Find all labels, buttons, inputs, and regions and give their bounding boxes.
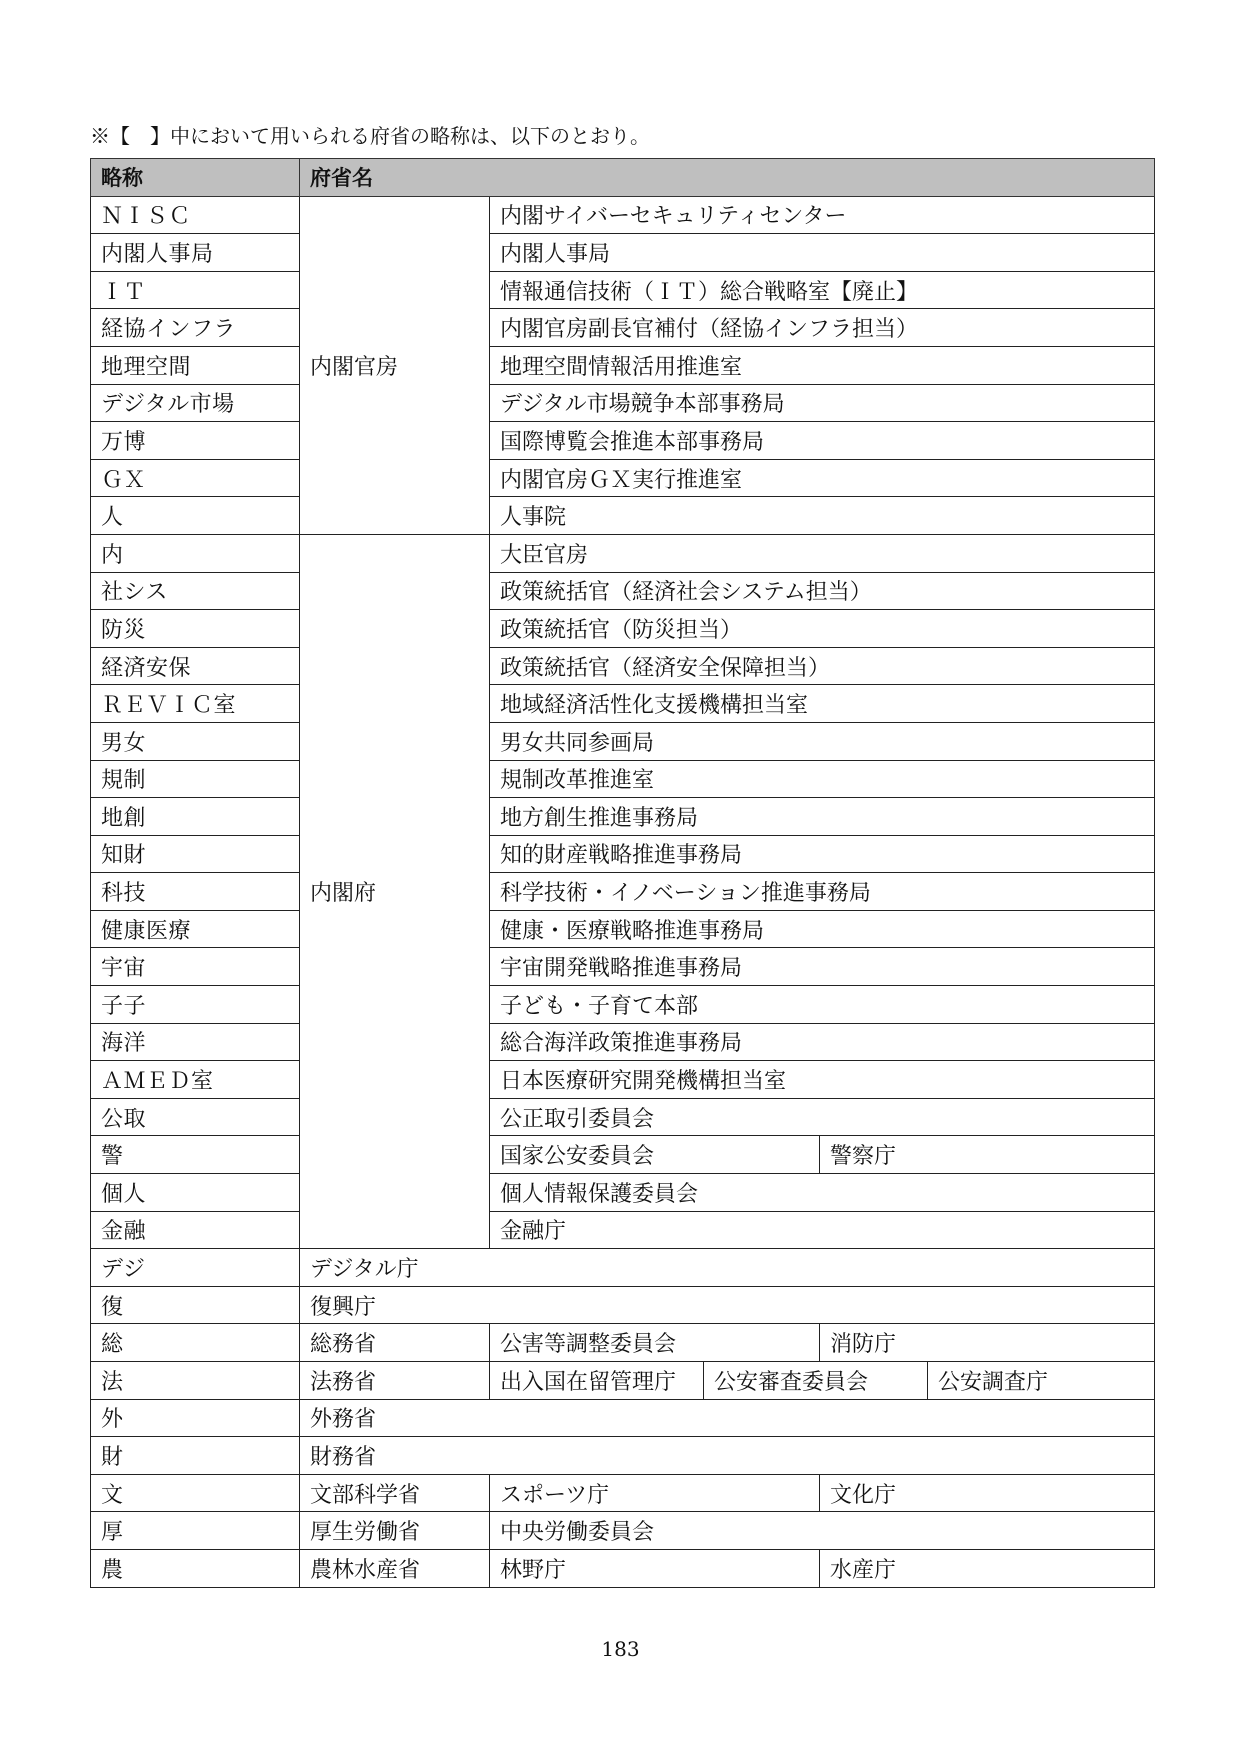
table-row xyxy=(91,1136,1155,1174)
org-cell-sub: 警察庁 xyxy=(820,1136,1155,1174)
table-row xyxy=(91,572,1155,610)
abbr-cell: 法 xyxy=(91,1362,300,1400)
table-row xyxy=(91,1399,1155,1437)
abbr-cell: 文 xyxy=(91,1474,300,1512)
abbr-cell: デジ xyxy=(91,1249,300,1287)
table-note: ※【 】中において用いられる府省の略称は、以下のとおり。 xyxy=(90,124,650,148)
table-row xyxy=(91,910,1155,948)
sub-org-cell: 水産庁 xyxy=(820,1549,1155,1587)
table-row xyxy=(91,685,1155,723)
ministry-cell: 財務省 xyxy=(300,1437,1155,1475)
abbr-cell: デジタル市場 xyxy=(91,384,300,422)
abbr-cell: 個人 xyxy=(91,1174,300,1212)
table-row xyxy=(91,309,1155,347)
abbr-cell: 警 xyxy=(91,1136,300,1174)
org-cell: 子ども・子育て本部 xyxy=(490,986,1155,1024)
table-header-row xyxy=(91,159,1155,197)
abbr-cell: 健康医療 xyxy=(91,910,300,948)
ministry-cell: 外務省 xyxy=(300,1399,1155,1437)
sub-org-cell: 公安審査委員会 xyxy=(704,1362,928,1400)
sub-org-cell: 消防庁 xyxy=(820,1324,1155,1362)
table-row xyxy=(91,1362,1155,1400)
group-cabinet-secretariat: 内閣官房 xyxy=(300,196,490,534)
org-cell: 公正取引委員会 xyxy=(490,1098,1155,1136)
table-row xyxy=(91,986,1155,1024)
table-row xyxy=(91,196,1155,234)
group-cabinet-office: 内閣府 xyxy=(300,534,490,1248)
abbr-cell: 科技 xyxy=(91,873,300,911)
org-cell: 内閣官房副長官補付（経協インフラ担当） xyxy=(490,309,1155,347)
ministry-cell: 厚生労働省 xyxy=(300,1512,490,1550)
abbr-cell: 海洋 xyxy=(91,1023,300,1061)
abbr-cell: 経済安保 xyxy=(91,647,300,685)
org-cell: 地域経済活性化支援機構担当室 xyxy=(490,685,1155,723)
abbr-cell: 地理空間 xyxy=(91,346,300,384)
abbr-cell: 社シス xyxy=(91,572,300,610)
ministry-cell: 文部科学省 xyxy=(300,1474,490,1512)
abbr-cell: 外 xyxy=(91,1399,300,1437)
org-cell: 内閣サイバーセキュリティセンター xyxy=(490,196,1155,234)
table-row xyxy=(91,234,1155,272)
table-row xyxy=(91,422,1155,460)
sub-org-cell: 中央労働委員会 xyxy=(490,1512,1155,1550)
abbr-cell: 万博 xyxy=(91,422,300,460)
table-row xyxy=(91,760,1155,798)
table-row xyxy=(91,384,1155,422)
org-cell: 情報通信技術（ＩＴ）総合戦略室【廃止】 xyxy=(490,271,1155,309)
table-row xyxy=(91,1286,1155,1324)
ministry-cell: 農林水産省 xyxy=(300,1549,490,1587)
abbr-cell: 男女 xyxy=(91,722,300,760)
org-cell: 男女共同参画局 xyxy=(490,722,1155,760)
abbr-cell: 公取 xyxy=(91,1098,300,1136)
sub-org-cell: 林野庁 xyxy=(490,1549,820,1587)
table-row xyxy=(91,1474,1155,1512)
ministry-cell: 総務省 xyxy=(300,1324,490,1362)
table-row xyxy=(91,1437,1155,1475)
org-cell: 大臣官房 xyxy=(490,534,1155,572)
abbr-cell: 復 xyxy=(91,1286,300,1324)
table-row xyxy=(91,1324,1155,1362)
table-row xyxy=(91,346,1155,384)
table-row xyxy=(91,798,1155,836)
org-cell: 宇宙開発戦略推進事務局 xyxy=(490,948,1155,986)
org-cell: 知的財産戦略推進事務局 xyxy=(490,835,1155,873)
sub-org-cell: 公安調査庁 xyxy=(928,1362,1155,1400)
header-abbr: 略称 xyxy=(91,159,300,197)
abbr-cell: ＩＴ xyxy=(91,271,300,309)
table-row xyxy=(91,497,1155,535)
org-cell: 規制改革推進室 xyxy=(490,760,1155,798)
table-row xyxy=(91,873,1155,911)
org-cell: 政策統括官（防災担当） xyxy=(490,610,1155,648)
abbr-cell: ＧＸ xyxy=(91,459,300,497)
table-row xyxy=(91,1098,1155,1136)
table-row xyxy=(91,835,1155,873)
table-row xyxy=(91,271,1155,309)
abbr-cell: ＲＥＶＩＣ室 xyxy=(91,685,300,723)
abbr-cell: 内閣人事局 xyxy=(91,234,300,272)
org-cell: 政策統括官（経済安全保障担当） xyxy=(490,647,1155,685)
org-cell: 地方創生推進事務局 xyxy=(490,798,1155,836)
sub-org-cell: 文化庁 xyxy=(820,1474,1155,1512)
abbr-cell: 防災 xyxy=(91,610,300,648)
org-cell: 国際博覧会推進本部事務局 xyxy=(490,422,1155,460)
abbr-cell: ＡＭＥＤ室 xyxy=(91,1061,300,1099)
org-cell: 科学技術・イノベーション推進事務局 xyxy=(490,873,1155,911)
table-row xyxy=(91,1061,1155,1099)
abbr-cell: 子子 xyxy=(91,986,300,1024)
org-cell: 総合海洋政策推進事務局 xyxy=(490,1023,1155,1061)
table-row xyxy=(91,1211,1155,1249)
abbr-cell: 財 xyxy=(91,1437,300,1475)
org-cell: 地理空間情報活用推進室 xyxy=(490,346,1155,384)
sub-org-cell: 出入国在留管理庁 xyxy=(490,1362,704,1400)
abbr-cell: 農 xyxy=(91,1549,300,1587)
abbr-cell: 地創 xyxy=(91,798,300,836)
abbr-cell: 厚 xyxy=(91,1512,300,1550)
org-cell: 国家公安委員会 xyxy=(490,1136,820,1174)
page-number: 183 xyxy=(601,1637,640,1661)
table-row xyxy=(91,1174,1155,1212)
abbreviation-table xyxy=(90,158,1155,1588)
sub-org-cell: 公害等調整委員会 xyxy=(490,1324,820,1362)
org-cell: 個人情報保護委員会 xyxy=(490,1174,1155,1212)
abbr-cell: 総 xyxy=(91,1324,300,1362)
table-row xyxy=(91,948,1155,986)
ministry-cell: 復興庁 xyxy=(300,1286,1155,1324)
org-cell: 内閣人事局 xyxy=(490,234,1155,272)
abbr-cell: 経協インフラ xyxy=(91,309,300,347)
sub-org-cell: スポーツ庁 xyxy=(490,1474,820,1512)
abbr-cell: 規制 xyxy=(91,760,300,798)
org-cell: デジタル市場競争本部事務局 xyxy=(490,384,1155,422)
org-cell: 政策統括官（経済社会システム担当） xyxy=(490,572,1155,610)
abbr-cell: 人 xyxy=(91,497,300,535)
ministry-cell: デジタル庁 xyxy=(300,1249,1155,1287)
table-row xyxy=(91,1549,1155,1587)
abbr-cell: 金融 xyxy=(91,1211,300,1249)
abbr-cell: ＮＩＳＣ xyxy=(91,196,300,234)
org-cell: 金融庁 xyxy=(490,1211,1155,1249)
table-row xyxy=(91,1249,1155,1287)
org-cell: 内閣官房ＧＸ実行推進室 xyxy=(490,459,1155,497)
org-cell: 人事院 xyxy=(490,497,1155,535)
table-row xyxy=(91,610,1155,648)
abbr-cell: 知財 xyxy=(91,835,300,873)
table-row xyxy=(91,459,1155,497)
org-cell: 日本医療研究開発機構担当室 xyxy=(490,1061,1155,1099)
org-cell: 健康・医療戦略推進事務局 xyxy=(490,910,1155,948)
table-row xyxy=(91,1512,1155,1550)
table-row xyxy=(91,647,1155,685)
abbr-cell: 宇宙 xyxy=(91,948,300,986)
header-ministry: 府省名 xyxy=(300,159,1155,197)
table-row xyxy=(91,534,1155,572)
abbr-cell: 内 xyxy=(91,534,300,572)
table-row xyxy=(91,1023,1155,1061)
ministry-cell: 法務省 xyxy=(300,1362,490,1400)
table-row xyxy=(91,722,1155,760)
